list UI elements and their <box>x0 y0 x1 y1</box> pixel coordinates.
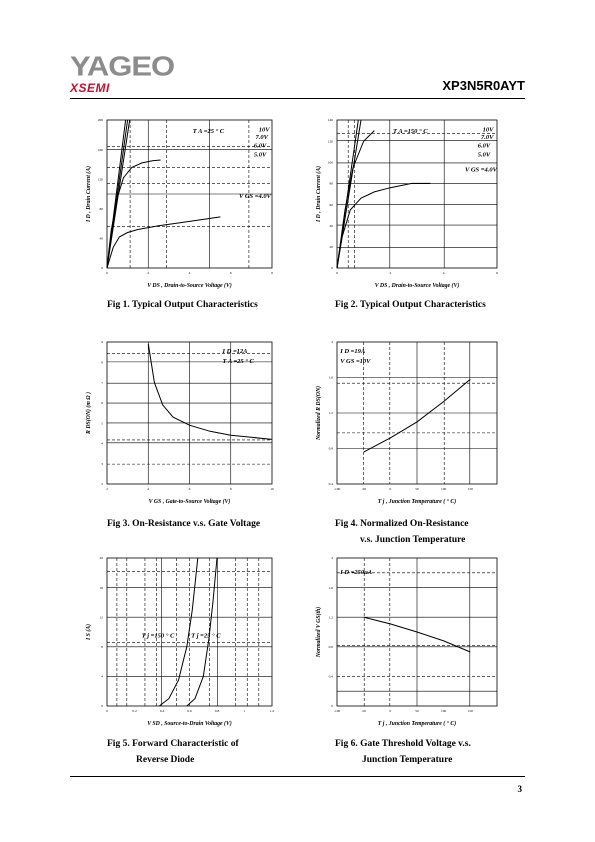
fig1-annotation: 10V <box>258 126 270 134</box>
fig3-xtick-label: 10 <box>270 487 274 491</box>
fig1-ytick-label: 120 <box>97 177 103 182</box>
fig4-xtick-label: 150 <box>467 487 473 491</box>
fig4-annotation: I D =19A <box>340 348 366 356</box>
fig2-ytick-label: 80 <box>329 181 333 186</box>
fig5-ytick-label: 0 <box>101 704 103 709</box>
fig5-ytick-label: 16 <box>99 585 103 590</box>
fig2-xtick-label: 6 <box>496 271 498 275</box>
fig2-x-axis-label: V DS , Drain-to-Source Voltage (V) <box>374 283 460 289</box>
fig1-annotation: V GS =4.0V <box>239 192 271 200</box>
fig5-x-axis-label: V SD , Source-to-Drain Voltage (V) <box>147 721 232 727</box>
fig3-ytick-label: 5 <box>101 421 103 426</box>
fig3-y-axis-label: R DS(ON) (m Ω ) <box>86 391 92 435</box>
fig2-ytick-label: 120 <box>327 139 333 144</box>
fig4-caption-line2: v.s. Junction Temperature <box>360 535 466 545</box>
logo-subtext: XSEMI <box>70 81 110 95</box>
footer-rule <box>70 776 525 777</box>
fig3-ytick-label: 4 <box>101 441 103 446</box>
fig6-xtick-label: -100 <box>333 709 341 713</box>
fig2-ytick-label: 60 <box>329 202 333 207</box>
fig1-ytick-label: 0 <box>101 266 103 271</box>
fig4-xtick-label: -50 <box>361 487 367 491</box>
fig4-ytick-label: 0.8 <box>328 446 333 451</box>
fig3-ytick-label: 9 <box>101 340 103 345</box>
fig5-ytick-label: 4 <box>101 674 103 679</box>
fig1-ytick-label: 80 <box>99 207 103 211</box>
fig6-xtick-label: 150 <box>467 709 473 713</box>
fig5-annotation: T j =25 ° C <box>191 632 221 640</box>
fig2-annotation: V GS =4.0V <box>465 166 497 174</box>
logo-text: YAGEO <box>70 50 175 82</box>
fig1-y-axis-label: I D , Drain Current (A) <box>86 165 92 223</box>
fig1-xtick-label: 8 <box>271 271 273 275</box>
fig2-annotation: 5.0V <box>477 151 491 159</box>
fig5-xtick-label: 1.2 <box>269 709 275 713</box>
fig6-xtick-label: 50 <box>415 709 419 713</box>
fig3-annotation: I D =12A <box>222 348 248 356</box>
fig2-xtick-label: 0 <box>336 271 338 275</box>
fig6-y-axis-label: Normalized V GS(th) <box>316 606 322 658</box>
fig2-xtick-label: 2 <box>389 271 392 275</box>
fig4-chart <box>315 340 497 505</box>
fig2-chart <box>315 118 498 289</box>
fig1-annotation: 7.0V <box>255 133 268 141</box>
fig4-xtick-label: 50 <box>415 487 419 491</box>
fig2-xtick-label: 4 <box>442 271 445 275</box>
fig1-ytick-label: 40 <box>99 236 103 241</box>
fig6-ytick-label: 2 <box>331 556 333 561</box>
fig1-annotation: 5.0V <box>253 151 267 159</box>
fig1-xtick-label: 6 <box>229 271 232 275</box>
fig6-chart <box>315 556 497 727</box>
fig6-ytick-label: 0.8 <box>328 645 333 649</box>
fig4-xtick-label: 100 <box>441 487 447 491</box>
fig4-caption: Fig 4. Normalized On-Resistance <box>335 519 469 529</box>
fig4-y-axis-label: Normalized R DS(ON) <box>316 385 322 441</box>
fig5-y-axis-label: I S (A) <box>86 623 92 641</box>
fig4-xtick-label: -100 <box>333 487 341 491</box>
fig2-ytick-label: 100 <box>327 160 333 165</box>
fig1-annotation: 6.0V <box>253 142 267 150</box>
fig3-ytick-label: 8 <box>101 360 103 365</box>
fig1-caption: Fig 1. Typical Output Characteristics <box>107 300 258 310</box>
fig3-xtick-label: 4 <box>147 487 150 491</box>
fig1-xtick-label: 4 <box>188 271 191 275</box>
fig6-xtick-label: 0 <box>389 709 392 713</box>
fig5-xtick-label: 0.4 <box>159 709 165 713</box>
fig6-caption-line2: Junction Temperature <box>362 755 453 765</box>
fig2-annotation: T A =150 ° C <box>393 127 428 135</box>
fig1-xtick-label: 0 <box>106 271 108 275</box>
fig4-ytick-label: 1.6 <box>328 375 333 380</box>
fig2-ytick-label: 40 <box>329 223 333 228</box>
fig6-ytick-label: 1.2 <box>328 615 333 620</box>
fig5-ytick-label: 12 <box>99 615 103 620</box>
fig2-series-line <box>337 183 430 268</box>
fig3-ytick-label: 6 <box>101 401 103 406</box>
fig1-series-line <box>107 217 220 268</box>
fig2-caption: Fig 2. Typical Output Characteristics <box>335 300 486 310</box>
fig6-ytick-label: 0 <box>331 704 333 709</box>
fig3-x-axis-label: V GS , Gate-to-Source Voltage (V) <box>148 499 231 505</box>
fig3-ytick-label: 7 <box>101 380 103 385</box>
fig3-annotation: T A =25 ° C <box>222 357 254 365</box>
fig1-annotation: T A =25 ° C <box>192 127 225 135</box>
fig6-x-axis-label: T j , Junction Temperature ( ° C) <box>377 721 457 727</box>
fig2-ytick-label: 20 <box>329 245 333 250</box>
fig1-xtick-label: 2 <box>147 271 150 275</box>
fig2-ytick-label: 0 <box>331 266 333 271</box>
fig1-ytick-label: 200 <box>97 118 103 123</box>
fig2-plot-frame <box>337 120 497 268</box>
fig3-chart <box>85 340 274 505</box>
part-number: XP3N5R0AYT <box>442 78 525 93</box>
fig4-ytick-label: 1.2 <box>328 411 333 416</box>
fig4-ytick-label: 2 <box>331 340 333 345</box>
fig2-annotation: 7.0V <box>481 133 494 141</box>
fig5-annotation: T j =150 ° C <box>141 632 175 640</box>
fig4-xtick-label: 0 <box>389 487 392 491</box>
fig6-ytick-label: 0.4 <box>328 674 333 679</box>
fig5-xtick-label: 0 <box>106 709 108 713</box>
fig6-xtick-label: -50 <box>361 709 367 713</box>
fig2-ytick-label: 140 <box>327 118 333 123</box>
fig5-chart <box>85 556 274 727</box>
fig6-ytick-label: 1.6 <box>328 585 333 590</box>
fig2-annotation: 10V <box>482 126 494 134</box>
fig2-annotation: 6.0V <box>477 142 491 150</box>
fig2-y-axis-label: I D , Drain Current (A) <box>316 165 322 223</box>
fig1-chart <box>85 118 273 289</box>
fig5-xtick-label: 1 <box>243 709 246 713</box>
page-number: 3 <box>517 784 522 794</box>
fig5-ytick-label: 8 <box>101 645 103 649</box>
fig5-xtick-label: 0.6 <box>187 709 192 713</box>
fig4-x-axis-label: T j , Junction Temperature ( ° C) <box>377 499 457 505</box>
fig1-ytick-label: 160 <box>97 147 103 152</box>
fig4-ytick-label: 0.4 <box>328 482 333 487</box>
fig3-xtick-label: 8 <box>229 487 232 491</box>
fig3-ytick-label: 2 <box>101 482 103 487</box>
fig4-annotation: V GS =10V <box>340 357 371 365</box>
fig5-caption: Fig 5. Forward Characteristic of <box>107 739 239 749</box>
fig3-xtick-label: 2 <box>106 487 108 491</box>
fig6-annotation: I D =250uA <box>340 568 373 576</box>
fig3-caption: Fig 3. On-Resistance v.s. Gate Voltage <box>107 519 261 529</box>
fig5-caption-line2: Reverse Diode <box>136 755 195 765</box>
fig3-xtick-label: 6 <box>188 487 191 491</box>
fig5-xtick-label: 0.2 <box>132 709 137 713</box>
fig3-ytick-label: 3 <box>101 461 103 466</box>
fig1-x-axis-label: V DS , Drain-to-Source Voltage (V) <box>147 283 232 289</box>
fig5-ytick-label: 20 <box>99 556 103 561</box>
fig6-xtick-label: 100 <box>441 709 447 713</box>
fig6-caption: Fig 6. Gate Threshold Voltage v.s. <box>335 739 471 749</box>
fig5-xtick-label: 0.8 <box>214 709 220 713</box>
